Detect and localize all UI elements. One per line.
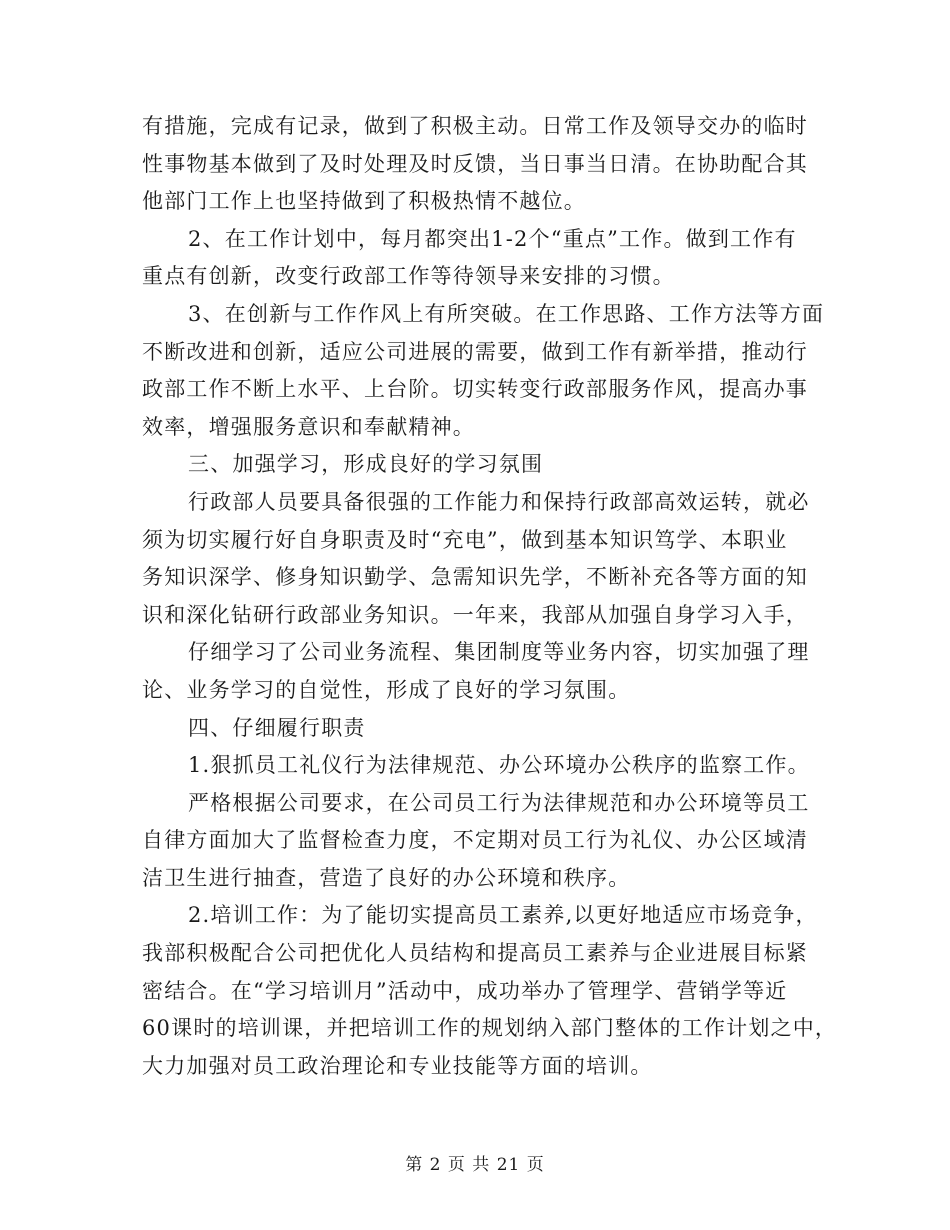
text-line: 密结合。在“学习培训月”活动中，成功举办了管理学、营销学等近 [142,978,788,1003]
section-heading: 四、仔细履行职责 [188,715,366,740]
text-line: 政部工作不断上水平、上台阶。切实转变行政部服务作风，提高办事 [142,377,808,402]
page-number: 第 2 页 共 21 页 [405,1155,545,1175]
text-line: 有措施，完成有记录，做到了积极主动。日常工作及领导交办的临时 [142,114,808,138]
text-line: 行政部人员要具备很强的工作能力和保持行政部高效运转，就必 [188,489,810,514]
text-line: 效率，增强服务意识和奉献精神。 [142,414,475,439]
section-heading: 三、加强学习，形成良好的学习氛围 [188,452,544,477]
text-line: 重点有创新，改变行政部工作等待领导来安排的习惯。 [142,264,675,289]
text-line: 2.培训工作：为了能切实提高员工素养,以更好地适应市场竞争， [188,903,818,928]
text-line: 大力加强对员工政治理论和专业技能等方面的培训。 [142,1053,653,1078]
text-line: 仔细学习了公司业务流程、集团制度等业务内容，切实加强了理 [188,640,810,665]
text-line: 不断改进和创新，适应公司进展的需要，做到工作有新举措，推动行 [142,339,808,364]
text-line: 3、在创新与工作作风上有所突破。在工作思路、工作方法等方面 [188,301,825,326]
text-line: 1.狠抓员工礼仪行为法律规范、办公环境办公秩序的监察工作。 [188,753,810,778]
text-line: 2、在工作计划中，每月都突出1-2个“重点”工作。做到工作有 [188,226,797,251]
body-text [142,108,838,1085]
text-line: 洁卫生进行抽查，营造了良好的办公环境和秩序。 [142,865,631,890]
text-line: 60课时的培训课，并把培训工作的规划纳入部门整体的工作计划之中， [142,1016,838,1041]
text-line: 务知识深学、修身知识勤学、急需知识先学，不断补充各等方面的知 [142,565,808,590]
text-line: 论、业务学习的自觉性，形成了良好的学习氛围。 [142,677,631,702]
text-line: 他部门工作上也坚持做到了积极热情不越位。 [142,189,586,214]
text-line: 严格根据公司要求，在公司员工行为法律规范和办公环境等员工 [188,790,810,815]
text-line: 自律方面加大了监督检查力度，不定期对员工行为礼仪、办公区域清 [142,828,808,853]
text-line: 识和深化钻研行政部业务知识。一年来，我部从加强自身学习入手， [142,602,808,627]
text-line: 性事物基本做到了及时处理及时反馈，当日事当日清。在协助配合其 [142,151,808,176]
text-line: 须为切实履行好自身职责及时“充电”，做到基本知识笃学、本职业 [142,527,788,552]
text-line: 我部积极配合公司把优化人员结构和提高员工素养与企业进展目标紧 [142,941,808,966]
